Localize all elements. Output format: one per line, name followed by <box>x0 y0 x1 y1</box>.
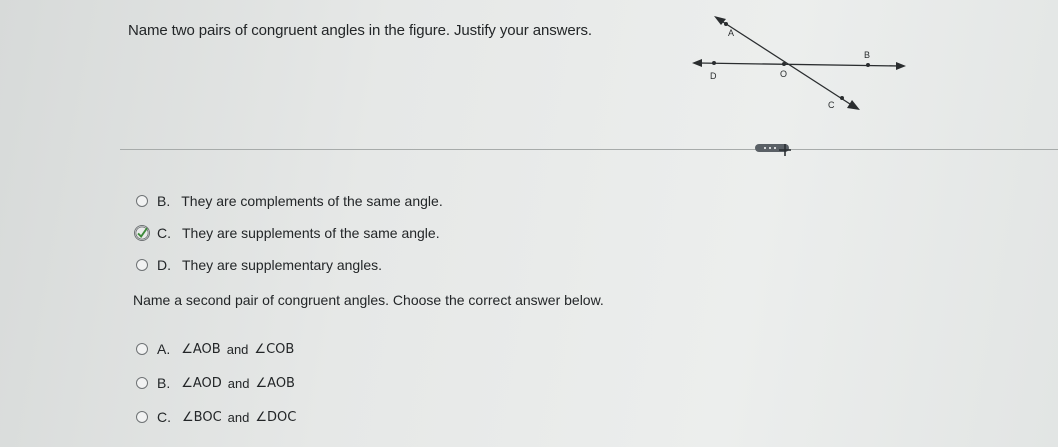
angle-1: ∠BOC <box>182 409 222 425</box>
checked-radio-icon[interactable] <box>134 225 150 241</box>
point-d <box>712 61 716 65</box>
angle-1: ∠AOD <box>181 375 222 391</box>
radio-button[interactable] <box>136 411 148 423</box>
question-2-text: Name a second pair of congruent angles. Choose the correct answer below. <box>133 292 604 308</box>
point-o <box>782 62 786 66</box>
label-d: D <box>710 71 717 81</box>
radio-button[interactable] <box>136 377 148 389</box>
ellipsis-icon <box>755 144 789 152</box>
option-a-2[interactable]: A. ∠AOB and ∠COB <box>136 338 294 360</box>
radio-button[interactable] <box>136 343 148 355</box>
angle-figure <box>690 16 920 116</box>
angle-2: ∠COB <box>254 341 295 357</box>
expand-toggle[interactable] <box>755 142 795 157</box>
angle-2: ∠AOB <box>255 375 295 391</box>
arrow-d <box>692 59 702 67</box>
point-b <box>866 63 870 67</box>
label-a: A <box>728 28 735 38</box>
option-text: They are supplements of the same angle. <box>182 225 440 241</box>
radio-button[interactable] <box>136 259 148 271</box>
option-b-1[interactable]: B. They are complements of the same angle. <box>136 190 443 212</box>
label-o: O <box>780 69 788 79</box>
point-a <box>724 22 728 26</box>
angle-1: ∠AOB <box>181 341 221 357</box>
arrow-c <box>847 100 860 110</box>
question-text: Name two pairs of congruent angles in the figure. Justify your answers. <box>128 22 592 39</box>
label-b: B <box>864 50 871 60</box>
option-b-2[interactable]: B. ∠AOD and ∠AOB <box>136 372 295 394</box>
arrow-b <box>896 62 906 70</box>
label-c: C <box>828 100 835 110</box>
angle-2: ∠DOC <box>255 409 297 425</box>
option-text: They are supplementary angles. <box>182 257 382 273</box>
line-ac <box>720 20 850 104</box>
option-c-2[interactable]: C. ∠BOC and ∠DOC <box>136 406 296 428</box>
option-d-1[interactable]: D. They are supplementary angles. <box>136 254 382 276</box>
point-c <box>840 96 844 100</box>
option-c-1[interactable]: C. They are supplements of the same angle. <box>136 222 440 244</box>
radio-button[interactable] <box>136 195 148 207</box>
section-divider <box>120 149 1058 150</box>
option-text: They are complements of the same angle. <box>181 193 443 209</box>
